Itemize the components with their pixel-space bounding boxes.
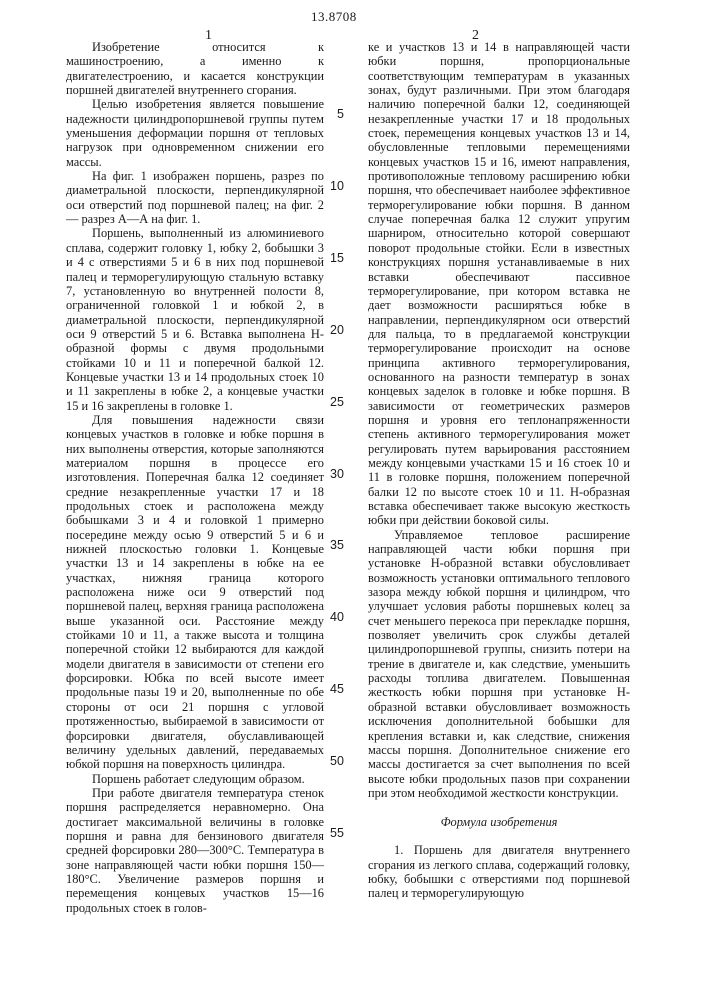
right-column-number: 2 [472, 28, 479, 44]
paragraph: ке и участков 13 и 14 в направляющей части юбки поршня, пропорциональные соответствующим температурам в указанных зонах, будут различными. При этом благодаря наличию поперечной балки 12, соединяющей незакрепленные участки 17 и 18 продольных стоек, перемещения концевых участков 13 и 14, обусловленные тепловыми перемещениями концевых участков 15 и 16, имеют направления, противоположные тепловому расширению юбки поршня, что обеспечивает наиболее эффективное терморегулирование юбки поршня. В данном случае поперечная балка 12 служит упругим шарниром, относительно которой совершают поворот продольные стойки. Если в известных конструкциях поршня устанавливаемые в них вставки обеспечивают пассивное терморегулирование, при котором вставка не дает возможности расширяться юбке в направлении, перпендикулярном оси отверстий для пальца, то в предлагаемой конструкции терморегулирование происходит на основе принципа активного терморегулирования, основанного на разности температур в зонах концевых заделок в головке и юбке поршня. В зависимости от геометрических размеров поршня и уровня его теплонапряженности степень активного терморегулирования может регулировать путем варьирования расстоянием между концевыми участками 15 и 16 стоек 10 и 11 в головке поршня, положением поперечной балки 12 по высоте стоек 10 и 11. Н-образная вставка обеспечивает также высокую жесткость юбки при действии боковой силы. [368, 40, 630, 528]
line-number: 40 [330, 610, 344, 624]
paragraph: При работе двигателя температура стенок поршня распределяется неравномерно. Она достигает максимальной величины в головке поршня и равна для бензинового двигателя средней форсировки 280—300°С. Температура в зоне направляющей части юбки поршня 150—180°С. Увеличение размеров поршня и перемещения концевых участков 15—16 продольных стоек в голов- [66, 786, 324, 915]
formula-title: Формула изобретения [368, 815, 630, 829]
line-number: 5 [337, 107, 344, 121]
patent-number: 13.8708 [311, 9, 357, 25]
paragraph: Поршень работает следующим образом. [66, 772, 324, 786]
paragraph: Изобретение относится к машиностроению, а именно к двигателестроению, и касается конструкции поршней двигателей внутреннего сгорания. [66, 40, 324, 97]
line-number: 20 [330, 323, 344, 337]
line-number: 35 [330, 538, 344, 552]
line-number: 30 [330, 467, 344, 481]
claim: 1. Поршень для двигателя внутреннего сгорания из легкого сплава, содержащий головку, юбку, бобышки с отверстиями под поршневой палец и терморегулирующую [368, 843, 630, 900]
paragraph: Управляемое тепловое расширение направляющей части юбки поршня при установке Н-образной вставки обусловливает возможность установки оптимального теплового зазора между юбкой поршня и цилиндром, что улучшает условия работы поршневых колец за счет меньшего перекоса при перекладке поршня, позволяет увеличить срок службы деталей цилиндропоршневой группы, снизить потери на трение в двигателе и, как следствие, уменьшить расходы топлива двигателем. Повышенная жесткость юбки поршня при установке Н-образной вставки обусловливает возможность исключения дополнительной бобышки для крепления вставки и, как следствие, снижения массы поршня. Дополнительное снижение его массы достигается за счет выполнения по всей высоте юбки продольных пазов при сохранении при этом необходимой жесткости конструкции. [368, 528, 630, 801]
line-number: 15 [330, 251, 344, 265]
line-number: 45 [330, 682, 344, 696]
right-column [368, 40, 630, 901]
line-number: 10 [330, 179, 344, 193]
paragraph: На фиг. 1 изображен поршень, разрез по диаметральной плоскости, перпендикулярной оси отверстий под поршневой палец; на фиг. 2 — разрез А—А на фиг. 1. [66, 169, 324, 226]
line-number: 25 [330, 395, 344, 409]
paragraph: Поршень, выполненный из алюминиевого сплава, содержит головку 1, юбку 2, бобышки 3 и 4 с отверстиями 5 и 6 в них под поршневой палец и терморегулирующую стальную вставку 7, установленную во внутренней полости 8, ограниченной головкой 1 и юбкой 2, в диаметральной плоскости, перпендикулярной оси 9 отверстий 5 и 6. Вставка выполнена Н-образной формы с двумя продольными стойками 10 и 11 и поперечной балкой 12. Концевые участки 13 и 14 продольных стоек 10 и 11 закреплены в юбке 2, а концевые участки 15 и 16 закреплены в головке 1. [66, 226, 324, 412]
line-number: 55 [330, 826, 344, 840]
line-number: 50 [330, 754, 344, 768]
paragraph: Для повышения надежности связи концевых участков в головке и юбке поршня в них выполнены отверстия, которые заполняются материалом поршня в процессе его изготовления. Поперечная балка 12 соединяет средние незакрепленные участки 17 и 18 продольных стоек и расположена между бобышками 3 и 4 и головкой 1 примерно посередине между осью 9 отверстий 5 и 6 и нижней плоскостью головки 1. Концевые участки 13 и 14 закреплены в юбке на ее участках, нижняя граница которого расположена ниже оси 9 отверстий под поршневой палец, верхняя граница расположена выше указанной оси. Расстояние между стойками 10 и 11, а также высота и толщина поперечной стойки 12 выбираются для каждой модели двигателя в зависимости от степени его форсировки. Юбка по всей высоте имеет продольные пазы 19 и 20, выполненные по обе стороны от оси 21 поршня с угловой протяженностью, выбираемой в зависимости от форсировки двигателя, обуславливающей величину удельных давлений, передаваемых юбкой поршня на поверхность цилиндра. [66, 413, 324, 772]
left-column [66, 40, 324, 915]
paragraph: Целью изобретения является повышение надежности цилиндропоршневой группы путем уменьшения деформации поршня от тепловых нагрузок при одновременном снижении его массы. [66, 97, 324, 169]
left-column-number: 1 [205, 28, 212, 44]
